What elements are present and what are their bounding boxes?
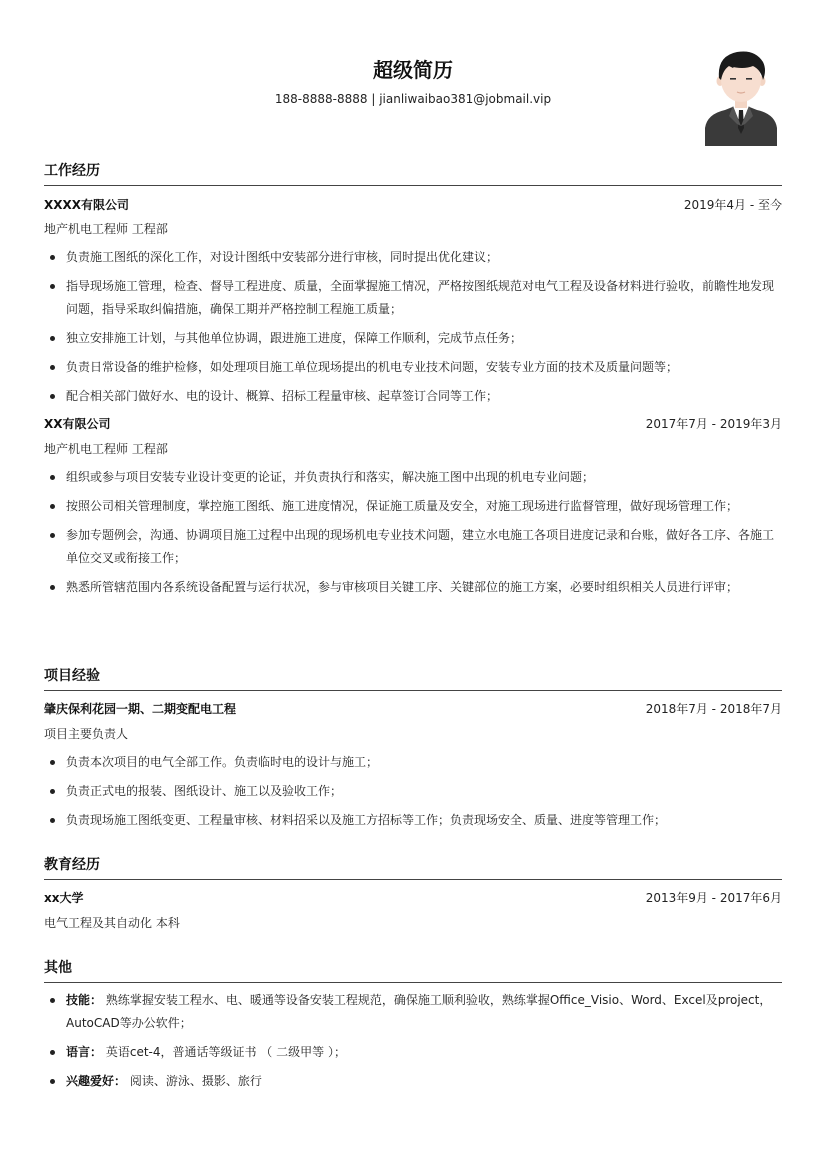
project-entry-1-role: 项目主要负责人 — [44, 727, 129, 741]
work-entry-1-role: 地产机电工程师 工程部 — [44, 222, 168, 236]
project-entry-1-name: 肇庆保利花园一期、二期变配电工程 — [44, 702, 237, 716]
work-entry-1-bullets — [44, 246, 784, 414]
education-entry-1-date: 2013年9月 - 2017年6月 — [645, 891, 782, 905]
education-entry-1-header — [44, 889, 782, 907]
list-item: 配合相关部门做好水、电的设计、概算、招标工程量审核、起草签订合同等工作； — [44, 385, 784, 408]
resume-name: 超级简历 — [373, 58, 453, 82]
section-title-work: 工作经历 — [44, 160, 782, 186]
work-entry-1-date: 2019年4月 - 至今 — [683, 198, 782, 212]
section-title-project: 项目经验 — [44, 665, 782, 691]
work-entry-2-date: 2017年7月 - 2019年3月 — [645, 417, 782, 431]
other-item-label: 语言： — [66, 1045, 103, 1059]
work-entry-2-header — [44, 415, 782, 433]
list-item: 负责现场施工图纸变更、工程量审核、材料招采以及施工方招标等工作；负责现场安全、质量、进度等管理工作； — [44, 809, 784, 832]
work-entry-1-company: XXXX有限公司 — [44, 198, 130, 212]
other-item-text: 阅读、游泳、摄影、旅行 — [129, 1074, 262, 1088]
project-entry-1-header — [44, 700, 782, 718]
work-entry-2-role: 地产机电工程师 工程部 — [44, 442, 168, 456]
other-item-label: 技能： — [66, 993, 103, 1007]
list-item: 负责施工图纸的深化工作，对设计图纸中安装部分进行审核，同时提出优化建议； — [44, 246, 784, 269]
list-item: 负责日常设备的维护检修，如处理项目施工单位现场提出的机电专业技术问题，安装专业方面的技术及质量问题等； — [44, 356, 784, 379]
work-entry-1-header — [44, 196, 782, 214]
list-item: 组织或参与项目安装专业设计变更的论证，并负责执行和落实，解决施工图中出现的机电专业问题； — [44, 466, 784, 489]
contact-info: 188-8888-8888 | jianliwaibao381@jobmail.vip — [274, 92, 552, 106]
list-item: 独立安排施工计划，与其他单位协调，跟进施工进度，保障工作顺利，完成节点任务； — [44, 327, 784, 350]
avatar — [703, 48, 779, 146]
work-entry-2-bullets — [44, 466, 784, 605]
work-entry-2-company: XX有限公司 — [44, 417, 111, 431]
section-title-education: 教育经历 — [44, 854, 782, 880]
other-bullets — [44, 989, 784, 1099]
education-entry-1-major: 电气工程及其自动化 本科 — [44, 916, 180, 930]
project-entry-1-date: 2018年7月 - 2018年7月 — [645, 702, 782, 716]
list-item: 参加专题例会，沟通、协调项目施工过程中出现的现场机电专业技术问题，建立水电施工各项目进度记录和台账，做好各工序、各施工单位交叉或衔接工作； — [44, 524, 784, 570]
list-item: 负责正式电的报装、图纸设计、施工以及验收工作； — [44, 780, 784, 803]
other-item-language — [44, 1041, 784, 1064]
other-item-hobbies — [44, 1070, 784, 1093]
list-item: 负责本次项目的电气全部工作。负责临时电的设计与施工； — [44, 751, 784, 774]
list-item: 熟悉所管辖范围内各系统设备配置与运行状况，参与审核项目关键工序、关键部位的施工方案，必要时组织相关人员进行评审； — [44, 576, 784, 599]
section-title-other: 其他 — [44, 957, 782, 983]
list-item: 按照公司相关管理制度，掌控施工图纸、施工进度情况，保证施工质量及安全，对施工现场进行监督管理，做好现场管理工作； — [44, 495, 784, 518]
other-item-label: 兴趣爱好： — [66, 1074, 127, 1088]
education-entry-1-school: xx大学 — [44, 891, 84, 905]
list-item: 指导现场施工管理，检查、督导工程进度、质量，全面掌握施工情况，严格按图纸规范对电气工程及设备材料进行验收，前瞻性地发现问题，指导采取纠偏措施，确保工期并严格控制工程施工质量； — [44, 275, 784, 321]
project-entry-1-bullets — [44, 751, 784, 838]
other-item-text: 英语cet-4，普通话等级证书 （ 二级甲等 ）； — [105, 1045, 346, 1059]
other-item-text: 熟练掌握安装工程水、电、暖通等设备安装工程规范，确保施工顺利验收，熟练掌握Office_Visio、Word、Excel及project，AutoCAD等办公软件； — [66, 993, 772, 1030]
other-item-skills — [44, 989, 784, 1035]
